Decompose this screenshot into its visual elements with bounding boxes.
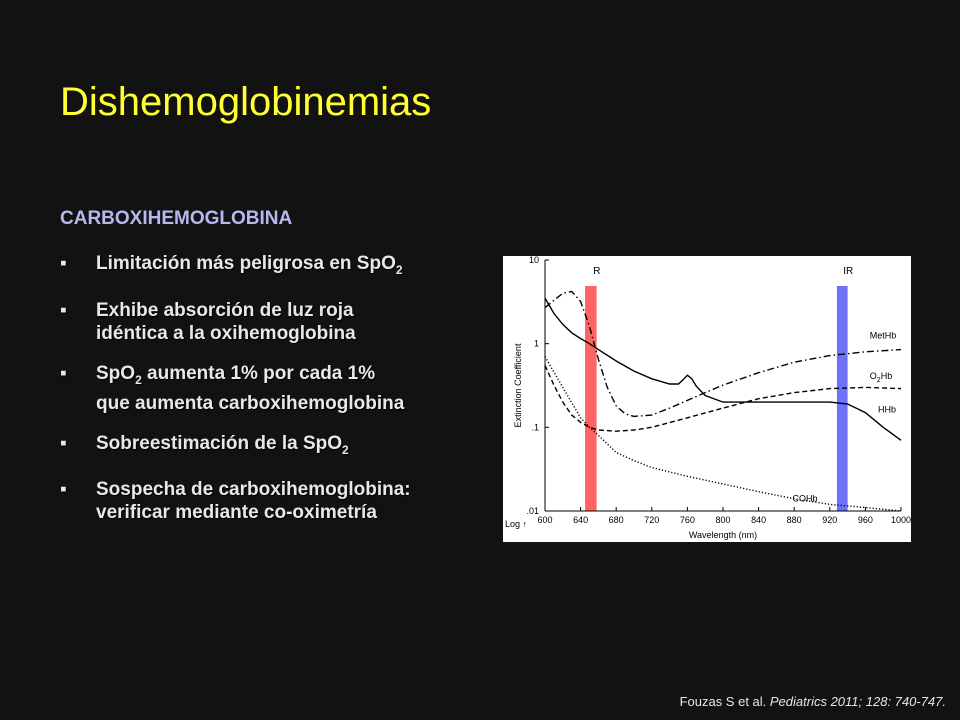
bullet-list bbox=[60, 252, 490, 541]
x-tick-label: 880 bbox=[786, 515, 802, 525]
bullet-spo2-limitation bbox=[60, 252, 490, 282]
citation bbox=[680, 694, 946, 709]
bullet-text: Limitación más peligrosa en SpO bbox=[96, 253, 396, 274]
citation-journal: Pediatrics 2011; 128: 740-747. bbox=[769, 694, 946, 709]
series-label-methb: MetHb bbox=[869, 330, 897, 341]
bullet-text-line2: verificar mediante co-oximetría bbox=[96, 502, 377, 524]
slide-title: Dishemoglobinemias bbox=[60, 80, 432, 124]
x-axis-label: Wavelength (nm) bbox=[688, 530, 758, 540]
bullet-marker: ▪ bbox=[60, 299, 67, 321]
series-label-o2hb: $O_2Hb$ bbox=[869, 370, 893, 384]
extinction-chart bbox=[503, 256, 911, 542]
x-tick-label: 720 bbox=[644, 515, 660, 525]
series-label-hhb: HHb bbox=[877, 404, 897, 415]
bullet-cooximetry bbox=[60, 478, 490, 524]
bullet-marker: ▪ bbox=[60, 253, 67, 274]
x-tick-label: 800 bbox=[715, 515, 731, 525]
bullet-spo2-increase bbox=[60, 362, 490, 415]
x-tick-label: 920 bbox=[822, 515, 838, 525]
x-tick-label: 840 bbox=[751, 515, 767, 525]
bullet-text-line1: Exhibe absorción de luz roja bbox=[96, 299, 354, 321]
bullet-text: Sobreestimación de la SpO bbox=[96, 432, 343, 454]
bullet-text-post: aumenta 1% por cada 1% bbox=[141, 362, 376, 384]
y-tick-label: .1 bbox=[531, 422, 539, 433]
section-heading: CARBOXIHEMOGLOBINA bbox=[60, 208, 293, 229]
y-axis-label: Extinction Coefficient bbox=[513, 343, 523, 428]
y-log-label: Log ↑ bbox=[505, 519, 528, 529]
x-tick-label: 1000 bbox=[890, 515, 911, 525]
subscript: 2 bbox=[135, 372, 142, 387]
y-tick-label: 10 bbox=[528, 256, 539, 265]
bullet-text-line1: Sospecha de carboxihemoglobina: bbox=[96, 479, 411, 501]
bullet-text-line2: idéntica a la oxihemoglobina bbox=[96, 322, 356, 344]
bullet-text-pre: SpO bbox=[96, 362, 136, 384]
y-tick-label: 1 bbox=[533, 338, 539, 349]
x-tick-label: 640 bbox=[573, 515, 589, 525]
bullet-red-absorption bbox=[60, 299, 490, 345]
bullet-overestimation bbox=[60, 432, 490, 462]
x-tick-label: 600 bbox=[537, 515, 553, 525]
bullet-text-line2: que aumenta carboxihemoglobina bbox=[96, 392, 405, 414]
x-tick-label: 760 bbox=[679, 515, 695, 525]
series-label-cohb: COHb bbox=[792, 493, 818, 504]
subscript: 2 bbox=[342, 442, 349, 457]
chart-svg bbox=[503, 256, 911, 542]
x-tick-label: 680 bbox=[608, 515, 624, 525]
band-ir bbox=[837, 286, 848, 511]
band-label-ir: IR bbox=[843, 266, 854, 277]
bullet-marker: ▪ bbox=[60, 479, 67, 501]
y-tick-label: .01 bbox=[526, 506, 539, 516]
bullet-marker: ▪ bbox=[60, 432, 67, 454]
x-tick-label: 960 bbox=[857, 515, 873, 525]
citation-authors: Fouzas S et al. bbox=[679, 694, 770, 709]
band-label-r: R bbox=[593, 266, 601, 277]
subscript: 2 bbox=[395, 262, 403, 277]
bullet-marker: ▪ bbox=[60, 362, 67, 384]
